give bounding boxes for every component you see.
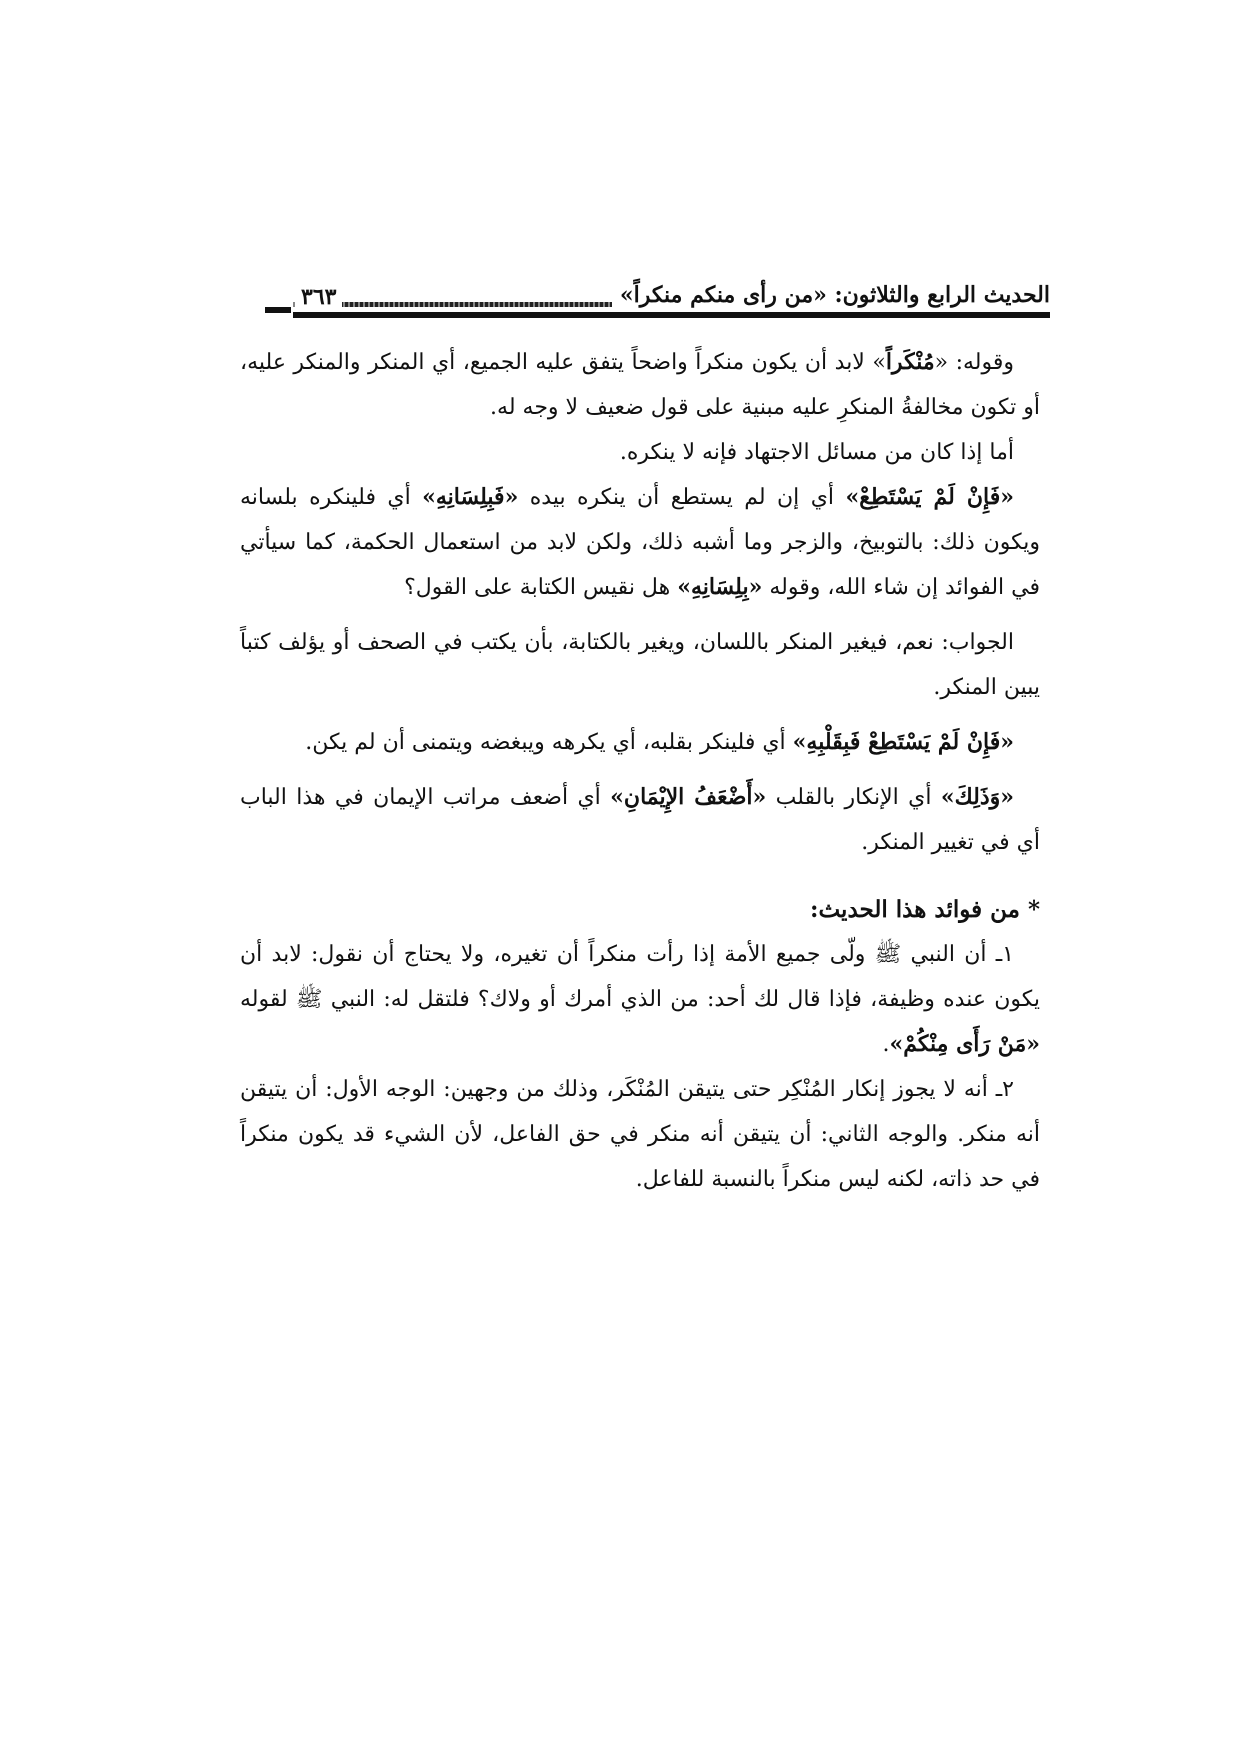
hadith-quote: «فَإِنْ لَمْ يَسْتَطِعْ فَبِقَلْبِهِ» <box>792 729 1014 755</box>
hadith-quote: «أَضْعَفُ الإِيْمَانِ» <box>610 784 767 810</box>
paragraph <box>240 775 1040 865</box>
hadith-quote: مُنْكَراً <box>885 349 935 375</box>
running-header <box>265 282 1050 332</box>
paragraph: أما إذا كان من مسائل الاجتهاد فإنه لا ينكره. <box>619 440 1014 465</box>
paragraph-text: أي الإنكار بالقلب <box>766 785 941 810</box>
hadith-quote: «مَنْ رَأَى مِنْكُمْ» <box>889 1031 1040 1057</box>
paragraph <box>240 720 1040 765</box>
list-item: ٢ـ أنه لا يجوز إنكار المُنْكِر حتى يتيقن المُنْكَر، وذلك من وجهين: الوجه الأول: أن يتيقن أنه منكر. والوجه الثاني: أن يتيقن أنه منكر في حق الفاعل، لأن الشيء قد يكون منكراً في حد ذاته، لكنه ليس منكراً بالنسبة للفاعل. <box>240 1077 1040 1192</box>
paragraph-text: » لابد أن يكون منكراً واضحاً يتفق عليه الجميع، أي المنكر والمنكر عليه، أو تكون مخالفةُ المنكرِ عليه مبنية على قول ضعيف لا وجه له. <box>240 350 1040 420</box>
hadith-quote: «بِلِسَانِهِ» <box>677 574 763 600</box>
body-text <box>240 340 1040 1202</box>
list-item-text: . <box>882 1032 890 1057</box>
paragraph-text: وقوله: « <box>934 350 1015 375</box>
header-rule-thick <box>265 312 1050 318</box>
paragraph-text: أي فلينكره بلسانه ويكون ذلك: بالتوبيخ، والزجر وما أشبه ذلك، ولكن لابد من استعمال الحكمة، كما سيأتي في الفوائد إن شاء الله، وقوله <box>240 485 1041 600</box>
paragraph <box>240 475 1040 610</box>
section-heading: * من فوائد هذا الحديث: <box>809 896 1040 923</box>
paragraph: الجواب: نعم، فيغير المنكر باللسان، ويغير بالكتابة، بأن يكتب في الصحف أو يؤلف كتباً يبين المنكر. <box>240 630 1040 700</box>
list-item <box>240 932 1040 1067</box>
hadith-quote: «فَبِلِسَانِهِ» <box>422 484 519 510</box>
paragraph-text: أي أضعف مراتب الإيمان في هذا الباب أي في تغيير المنكر. <box>240 785 1040 855</box>
chapter-title: الحديث الرابع والثلاثون: «من رأى منكم منكراً» <box>612 282 1050 308</box>
paragraph-text: أي إن لم يستطع أن ينكره بيده <box>518 485 846 510</box>
hadith-quote: «وَذَلِكَ» <box>940 784 1015 810</box>
list-item-text: ١ـ أن النبي ﷺ ولّى جميع الأمة إذا رأت منكراً أن تغيره، ولا يحتاج أن نقول: لابد أن يكون عنده وظيفة، فإذا قال لك أحد: من الذي أمرك أو ولاك؟ فلتقل له: النبي ﷺ لقوله <box>240 942 1040 1012</box>
paragraph-text: أي فلينكر بقلبه، أي يكرهه ويبغضه ويتمنى أن لم يكن. <box>305 730 793 755</box>
page-number: ٣٦٣ <box>295 284 342 310</box>
hadith-quote: «فَإِنْ لَمْ يَسْتَطِعْ» <box>845 484 1015 510</box>
header-ornament <box>265 302 293 318</box>
paragraph <box>240 340 1040 430</box>
paragraph-text: هل نقيس الكتابة على القول؟ <box>404 575 678 600</box>
